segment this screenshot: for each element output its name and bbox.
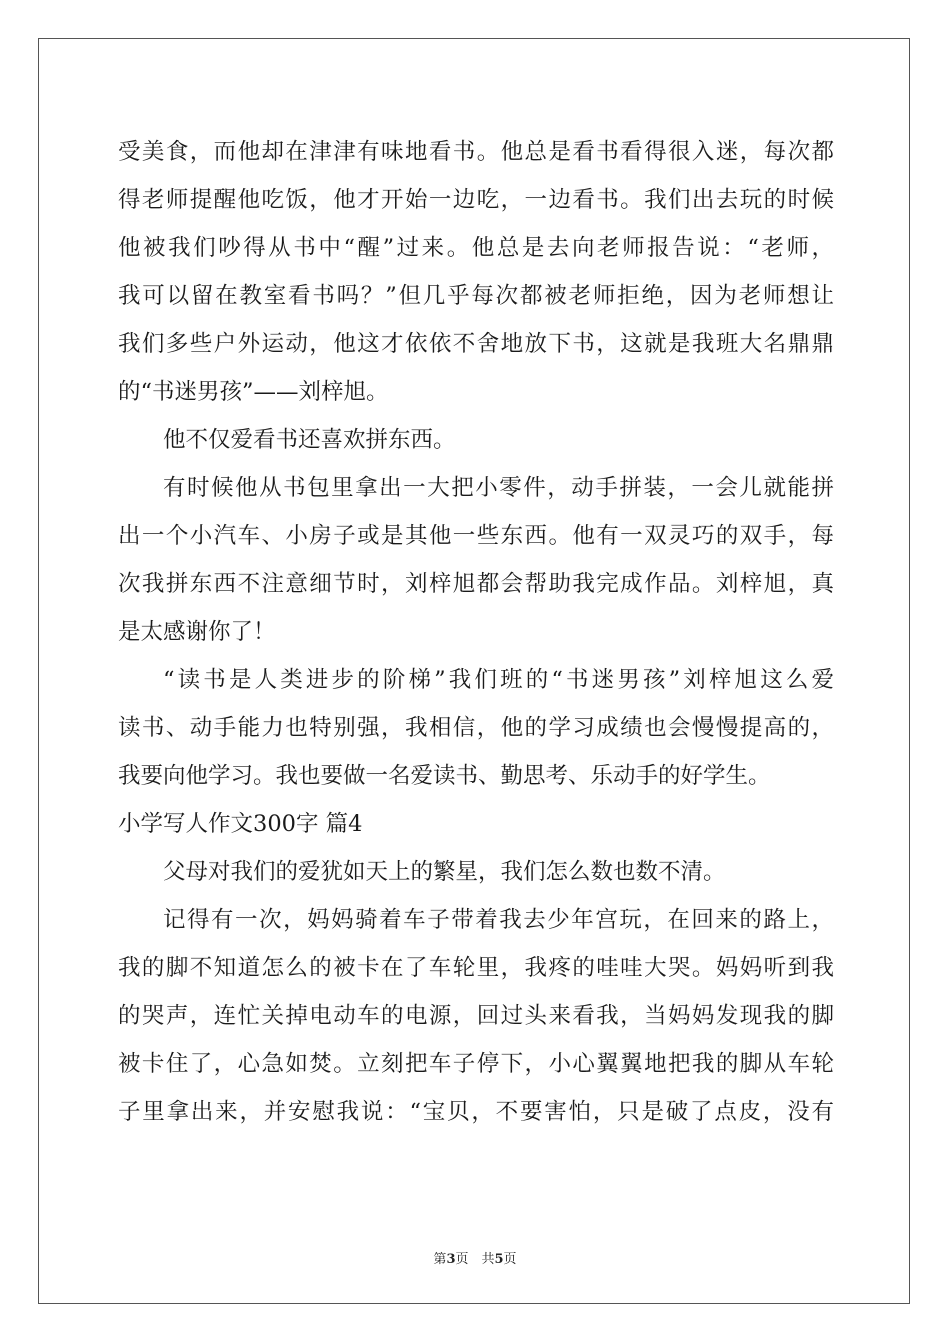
footer-page-mid: 页 共: [455, 1252, 495, 1267]
paragraph-line: 我的脚不知道怎么的被卡在了车轮里，我疼的哇哇大哭。妈妈听到我: [118, 955, 834, 981]
document-body: [118, 128, 834, 1136]
paragraph-line: 记得有一次，妈妈骑着车子带着我去少年宫玩，在回来的路上，: [163, 907, 834, 933]
paragraph-line: 得老师提醒他吃饭，他才开始一边吃，一边看书。我们出去玩的时候: [118, 187, 834, 213]
paragraph-line: 子里拿出来，并安慰我说：“宝贝，不要害怕，只是破了点皮，没有: [118, 1099, 834, 1125]
paragraph-line: 他被我们吵得从书中“醒”过来。他总是去向老师报告说：“老师，: [118, 235, 834, 261]
footer-page-current: 3: [446, 1252, 456, 1267]
paragraph-line: “读书是人类进步的阶梯”我们班的“书迷男孩”刘梓旭这么爱: [163, 667, 834, 693]
paragraph-line: 的哭声，连忙关掉电动车的电源，回过头来看我，当妈妈发现我的脚: [118, 1003, 834, 1029]
section-heading: 小学写人作文300字 篇4: [118, 811, 363, 837]
paragraph-line: 他不仅爱看书还喜欢拼东西。: [163, 427, 456, 453]
footer-page-prefix: 第: [433, 1252, 447, 1267]
paragraph-line: 父母对我们的爱犹如天上的繁星，我们怎么数也数不清。: [163, 859, 726, 885]
paragraph-line: 我要向他学习。我也要做一名爱读书、勤思考、乐动手的好学生。: [118, 763, 771, 789]
paragraph-line: 被卡住了，心急如焚。立刻把车子停下，小心翼翼地把我的脚从车轮: [118, 1051, 834, 1077]
paragraph-line: 有时候他从书包里拿出一大把小零件，动手拼装，一会儿就能拼: [163, 475, 834, 501]
footer-page-suffix: 页: [503, 1252, 517, 1267]
paragraph-line: 出一个小汽车、小房子或是其他一些东西。他有一双灵巧的双手，每: [118, 523, 834, 549]
paragraph-line: 受美食，而他却在津津有味地看书。他总是看书看得很入迷，每次都: [118, 139, 834, 165]
paragraph-line: 我可以留在教室看书吗？”但几乎每次都被老师拒绝，因为老师想让: [118, 283, 834, 309]
paragraph-line: 的“书迷男孩”——刘梓旭。: [118, 379, 389, 405]
paragraph-line: 是太感谢你了！: [118, 619, 276, 645]
footer-page-total: 5: [494, 1252, 504, 1267]
page-footer: [0, 1248, 950, 1267]
paragraph-line: 次我拼东西不注意细节时，刘梓旭都会帮助我完成作品。刘梓旭，真: [118, 571, 834, 597]
paragraph-line: 读书、动手能力也特别强，我相信，他的学习成绩也会慢慢提高的，: [118, 715, 834, 741]
paragraph-line: 我们多些户外运动，他这才依依不舍地放下书，这就是我班大名鼎鼎: [118, 331, 834, 357]
